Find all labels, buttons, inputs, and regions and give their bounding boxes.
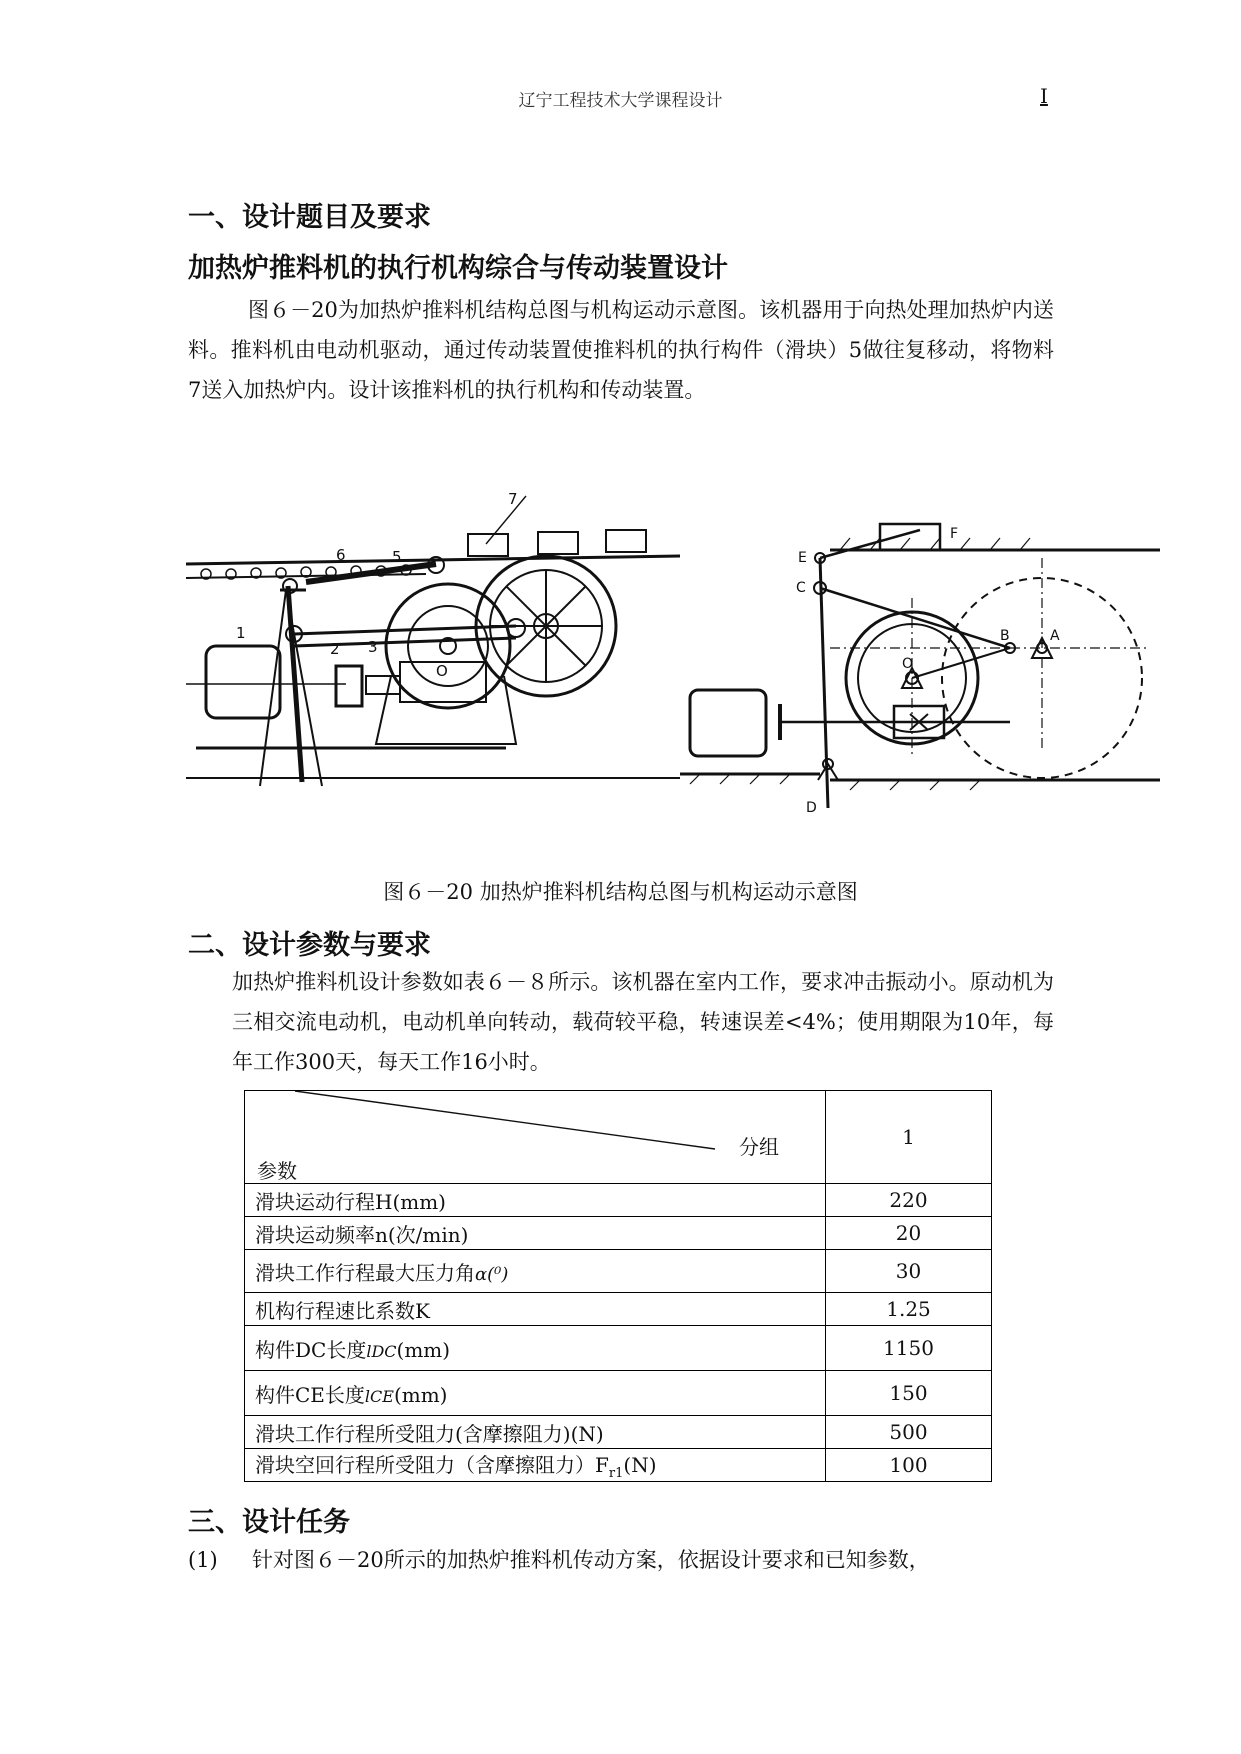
table-row — [245, 1449, 992, 1482]
param-name: 滑块运动频率n(次/min) — [245, 1217, 826, 1250]
label-7: 7 — [508, 490, 518, 508]
parameter-table — [244, 1090, 992, 1482]
label-5: 5 — [392, 548, 402, 566]
page-header-title: 辽宁工程技术大学课程设计 — [518, 91, 723, 111]
header-param-label: 参数 — [257, 1159, 297, 1183]
header-group-label: 分组 — [739, 1135, 779, 1159]
param-name: 机构行程速比系数K — [245, 1293, 826, 1326]
label-b: B — [1000, 628, 1010, 644]
task-item-text: 针对图６－20所示的加热炉推料机传动方案，依据设计要求和已知参数， — [252, 1548, 930, 1572]
table-row — [245, 1326, 992, 1371]
table-header-row — [245, 1091, 992, 1184]
header-value-cell: 1 — [826, 1091, 992, 1184]
table-row — [245, 1293, 992, 1326]
param-name-cell — [245, 1326, 826, 1371]
param-name: 滑块工作行程所受阻力(含摩擦阻力)(N) — [245, 1416, 826, 1449]
section1-heading: 一、设计题目及要求 — [188, 202, 431, 233]
param-name: 构件DC长度 — [255, 1337, 367, 1362]
param-name: 滑块空回行程所受阻力（含摩擦阻力）F — [255, 1453, 609, 1477]
label-f: F — [950, 526, 959, 542]
param-value: 1150 — [826, 1326, 992, 1371]
param-unit: (mm) — [396, 1337, 451, 1362]
label-e: E — [798, 550, 807, 566]
label-o-left: O — [436, 662, 448, 680]
param-unit: (N) — [623, 1453, 657, 1477]
label-o-right: O — [902, 656, 914, 672]
figure-caption: 图６－20 加热炉推料机结构总图与机构运动示意图 — [383, 880, 858, 904]
param-name: 构件CE长度 — [255, 1382, 365, 1407]
param-name: 滑块运动行程H(mm) — [245, 1184, 826, 1217]
label-c: C — [796, 580, 806, 596]
task-item-number: (1) — [188, 1548, 218, 1572]
label-2: 2 — [330, 640, 340, 658]
table-row — [245, 1184, 992, 1217]
param-unit: (mm) — [393, 1382, 448, 1407]
section2-heading: 二、设计参数与要求 — [188, 930, 431, 961]
label-3: 3 — [368, 638, 378, 656]
label-d: D — [806, 800, 817, 816]
diagonal-header-cell — [245, 1091, 826, 1184]
design-topic-title: 加热炉推料机的执行机构综合与传动装置设计 — [188, 253, 728, 284]
label-1: 1 — [236, 624, 246, 642]
param-symbol: α(⁰) — [475, 1263, 509, 1285]
table-row — [245, 1217, 992, 1250]
param-value: 150 — [826, 1371, 992, 1416]
structure-drawing — [186, 486, 680, 848]
table-row — [245, 1416, 992, 1449]
param-name: 滑块工作行程最大压力角 — [255, 1260, 475, 1285]
section2-paragraph: 加热炉推料机设计参数如表６－８所示。该机器在室内工作，要求冲击振动小。原动机为三相交流电动机，电动机单向转动，载荷较平稳，转速误差<4%；使用期限为10年，每年工作300天，每天工作16小时。 — [232, 970, 1054, 1074]
page-number: I — [1040, 84, 1048, 108]
param-value: 20 — [826, 1217, 992, 1250]
kinematic-diagram — [680, 518, 1160, 848]
param-name-cell — [245, 1250, 826, 1293]
table-row — [245, 1250, 992, 1293]
param-symbol: lDC — [366, 1341, 397, 1361]
table-row — [245, 1371, 992, 1416]
param-value: 30 — [826, 1250, 992, 1293]
label-6: 6 — [336, 546, 346, 564]
param-symbol: lCE — [364, 1386, 394, 1406]
param-name-cell — [245, 1449, 826, 1482]
param-value: 1.25 — [826, 1293, 992, 1326]
section3-heading: 三、设计任务 — [188, 1507, 350, 1538]
param-value: 500 — [826, 1416, 992, 1449]
section1-paragraph: 图６－20为加热炉推料机结构总图与机构运动示意图。该机器用于向热处理加热炉内送料。推料机由电动机驱动，通过传动装置使推料机的执行构件（滑块）5做往复移动，将物料7送入加热炉内。设计该推料机的执行机构和传动装置。 — [188, 298, 1054, 402]
param-subscript: r1 — [608, 1466, 624, 1481]
label-a: A — [1050, 628, 1060, 644]
param-name-cell — [245, 1371, 826, 1416]
param-value: 100 — [826, 1449, 992, 1482]
param-value: 220 — [826, 1184, 992, 1217]
